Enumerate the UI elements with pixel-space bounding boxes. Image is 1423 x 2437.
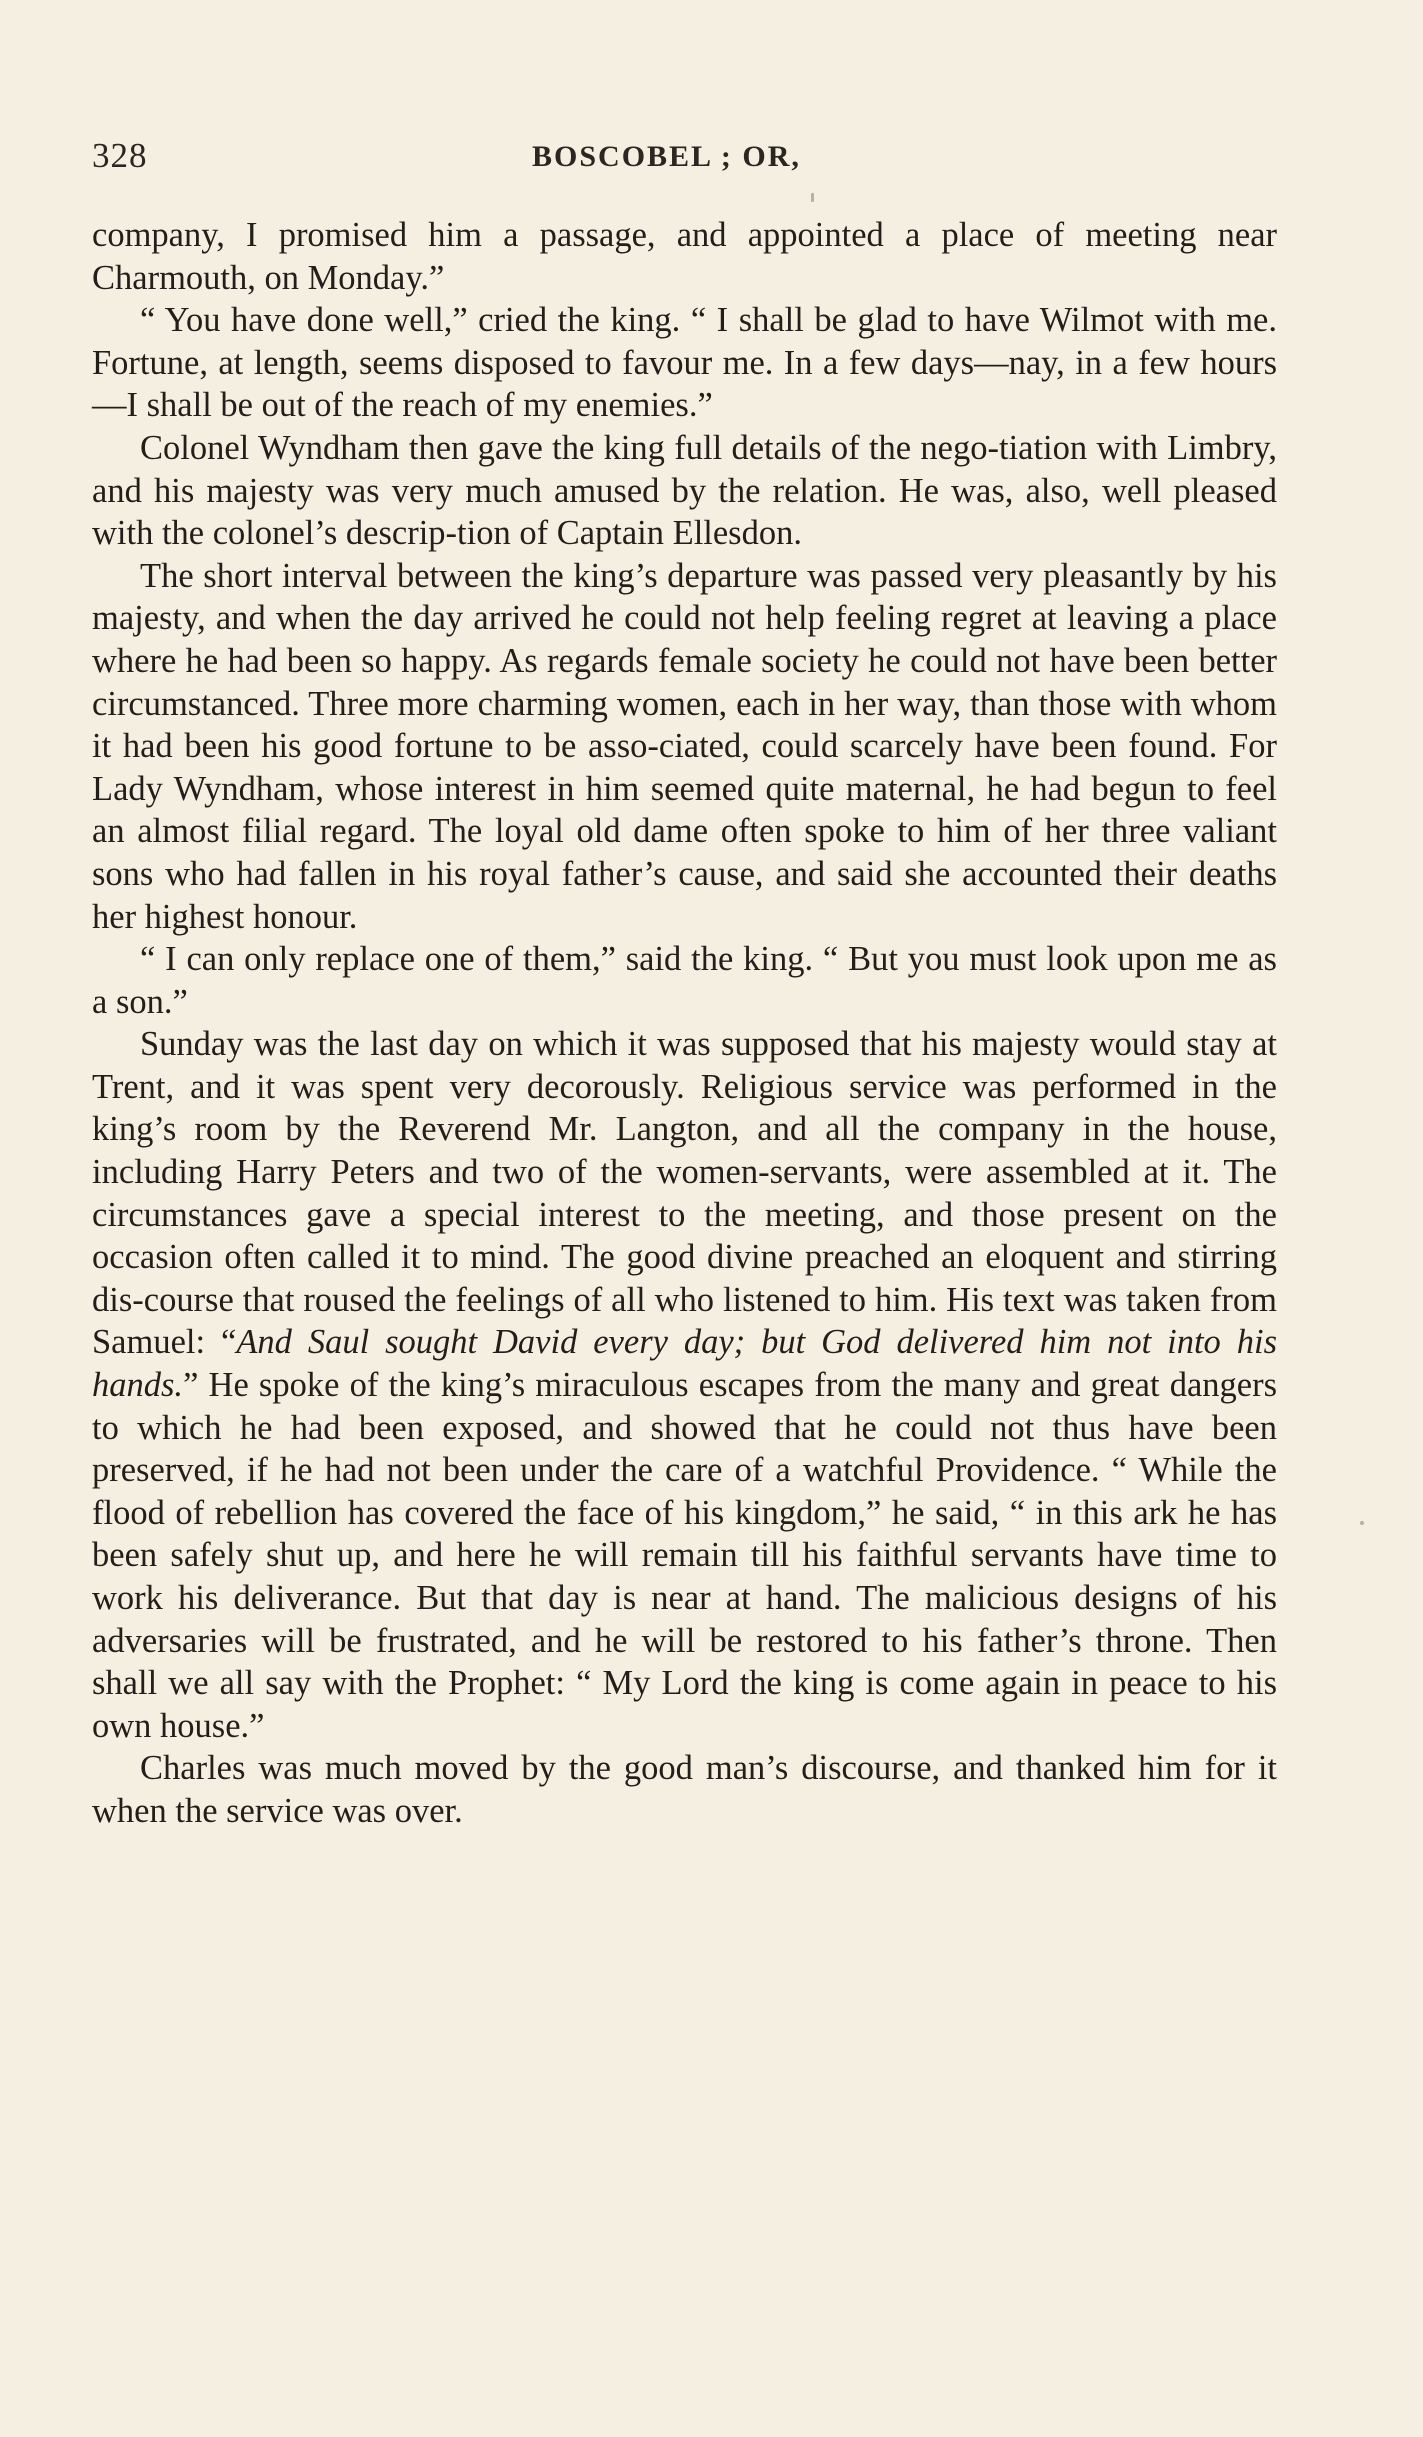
- paragraph: “ I can only replace one of them,” said the king. “ But you must look upon me as a son.”: [92, 940, 1277, 1021]
- running-head: [92, 136, 1277, 192]
- page-number: 328: [92, 136, 148, 175]
- running-title: BOSCOBEL ; OR,: [532, 140, 801, 173]
- paragraph: [92, 1023, 1277, 1747]
- paragraph: Charles was much moved by the good man’s discourse, and thanked him for it when the service was over.: [92, 1749, 1277, 1830]
- text-run: ” He spoke of the king’s miraculous escapes from the many and great dangers to which he had been exposed, and showed that he could not thus have been preserved, if he had not been under the care of a watchful Providence. “ While the flood of rebellion has covered the face of his kingdom,” he said, “ in this ark he has been safely shut up, and here he will remain till his faithful servants have time to work his deliverance. But that day is near at hand. The malicious designs of his adversaries will be frustrated, and he will be restored to his father’s throne. Then shall we all say with the Prophet: “ My Lord the king is come again in peace to his own house.”: [92, 1366, 1277, 1745]
- paragraph: Colonel Wyndham then gave the king full details of the nego-tiation with Limbry, and his majesty was very much amused by the relation. He was, also, well pleased with the colonel’s descrip-tion of Captain Ellesdon.: [92, 428, 1277, 553]
- scripture-quote: And Saul sought David every day; but God delivered him not into his hands.: [92, 1323, 1277, 1405]
- print-speck: [1360, 1521, 1364, 1525]
- paragraph-continuation: company, I promised him a passage, and appointed a place of meeting near Charmouth, on Monday.”: [92, 216, 1277, 297]
- body-text: [92, 214, 1277, 1833]
- paragraph: The short interval between the king’s departure was passed very pleasantly by his majesty, and when the day arrived he could not help feeling regret at leaving a place where he had been so happy. As regards female society he could not have been better circumstanced. Three more charming women, each in her way, than those with whom it had been his good fortune to be asso-ciated, could scarcely have been found. For Lady Wyndham, whose interest in him seemed quite maternal, he had begun to feel an almost filial regard. The loyal old dame often spoke to him of her three valiant sons who had fallen in his royal father’s cause, and said she accounted their deaths her highest honour.: [92, 556, 1277, 936]
- text-run: Sunday was the last day on which it was supposed that his majesty would stay at Trent, and it was spent very decorously. Religious service was performed in the king’s room by the Reverend Mr. Langton, and all the company in the house, including Harry Peters and two of the women-servants, were assembled at it. The circumstances gave a special interest to the meeting, and those present on the occasion often called it to mind. The good divine preached an eloquent and stirring dis-course that roused the feelings of all who listened to him. His text was taken from Samuel: “: [92, 1025, 1277, 1362]
- print-speck: [811, 193, 814, 202]
- paragraph: “ You have done well,” cried the king. “ I shall be glad to have Wilmot with me. Fortune, at length, seems disposed to favour me. In a few days—nay, in a few hours—I shall be out of the reach of my enemies.”: [92, 301, 1277, 425]
